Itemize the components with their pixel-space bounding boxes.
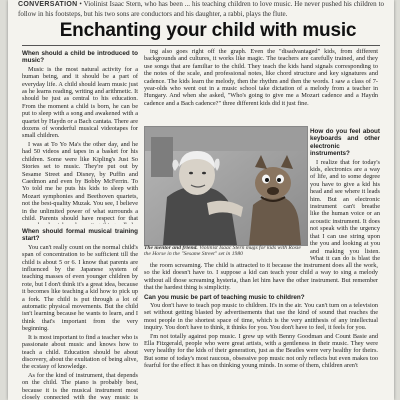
body-paragraph: You don't have to teach pop music to children. It's in the air. You can't turn on a television set without getting blasted by advertisements that use the kind of sound that reaches the most people in the shortest space of time, which is the very antithesis of any intellectual inquiry. You don't have to think, it thinks for you. You don't have to feel, it feels for you. — [144, 302, 378, 332]
body-paragraph: Music is the most natural activity for a human being, and it should be a part of everyday life. A child should learn music just as he learns reading, writing and arithmetic. It should be just as central to his education. From the moment a child is born, he can be put to sleep with a song and awakened with a quartet by Haydn or a Bach cantata. There are dozens of wonderful musical videotapes for small children. — [22, 65, 138, 140]
question-heading: When should formal musical training start? — [22, 228, 138, 243]
column-mid-top — [144, 48, 378, 124]
body-paragraph: I'm not totally against pop music. I grew up with Benny Goodman and Count Basie and Ella Fitzgerald, people who were great artists, with a gentleness in their music. They were very healthy for the kids of their generation, just as the Beatles were very healthy for theirs. But some of today's most raucous, obsessive pop music not only reflects but even makes too fearful for the effect it has on thinking young minds. In some of them, children aren't — [144, 332, 378, 370]
headline-rule — [22, 45, 380, 46]
photo-caption — [144, 245, 306, 258]
question-heading: Can you music be part of teaching music to children? — [144, 293, 305, 301]
article-photo — [144, 126, 308, 246]
column-right-mid — [310, 126, 380, 260]
caption-title: The mentor and friend. — [144, 245, 198, 251]
question-heading: When should a child be introduced to music? — [22, 50, 138, 65]
column-left-bottom — [22, 226, 138, 400]
body-paragraph: the room screaming. The child is attracted to it because the instrument does all the work, so the kid doesn't have to. I suppose a kid can teach your child a way to sing a melody without all those screaming hysteria, than let him have the other instrument. But remember that the hardest thing is simplicity. — [144, 262, 378, 292]
body-paragraph: ing also goes right off the graph. Even the "disadvantaged" kids, from different backgrounds and cultures, it works like magic. The teachers are carefully trained, and they use songs that are familiar to the child. They teach the kids hand signals corresponding to the notes of the scale, and professional notes, like chord structure and key signatures and cadence. The kids learn the melody, then the rhythm and then the words. I saw a class of 7-year-olds who went out in a music school take dictation of a melody from a teacher in Hungary. And when she asked, "Who's going to give me a Mozart cadence and a Haydn cadence and a Bach cadence?" three different kids did it just fine. — [144, 48, 378, 107]
column-left-top — [22, 48, 138, 224]
article-headline: Enchanting your child with music — [59, 20, 357, 41]
photo-image — [145, 127, 307, 245]
magazine-page — [8, 0, 394, 400]
intro-text: • Violinist Isaac Stern, who has been ... his teaching children to love music. He never pushed his children to follow in his footsteps, but his two sons are conductors and his daughter, a rabbi, plays the flute. — [18, 0, 385, 18]
caption-text: Violinist Isaac Stern mugs for kids with Rosie the Horse in the "Sesame Street" set in 1980 — [144, 245, 301, 258]
intro-paragraph — [18, 0, 384, 18]
section-label: CONVERSATION — [18, 1, 78, 8]
body-paragraph: I realize that for today's kids, electronics are a way of life, and to some degree you have to give a kid his head and see where it leads him. But an electronic instrument can't breathe like the human voice or an acoustic instrument. It does not speak with the urgency that I can use string upon the you and looking at you and making you listen. What it can do is blast the — [310, 158, 380, 260]
body-paragraph: As for the kind of instrument, that depends on the child. The piano is probably best, because it is the musical instrument most closely connected with the way music is — [22, 371, 138, 400]
body-paragraph: I was at To Yo Ma's the other day, and he had 50 videos and tapes in a basket for his children. Some were like Kipling's Just So Stories set to music. They're put out by Sesame Street and Disney, by Puffin and Caedmon and even by Bobby McFerrin. To Yo told me he puts his kids to sleep with Mozart symphonies and Beethoven quartets, not the best-quality Muzak. You see, I believe in the unlimited power of what surrounds a child. Parents should have respect for that — [22, 140, 138, 222]
body-paragraph: You can't really count on the normal child's span of concentration to be sufficient till the child is about 5 or 6. I know that parents are influenced by the Japanese system of teaching masses of even younger children by rote, but I don't think it's a great idea, because it becomes like teaching a kid how to pick up a fork. The child is put through a lot of automatic physical movements. But the child isn't learning because he wants to learn, and I think that's important from the very beginning. — [22, 243, 138, 333]
question-heading: How do you feel about keyboards and other electronic instruments? — [310, 128, 380, 158]
body-paragraph: It is most important to find a teacher who is passionate about music and knows how to teach a child. Education should be about discovery, about the exultation of being alive, the ecstasy of knowledge. — [22, 333, 138, 371]
column-bottom-right — [144, 262, 378, 400]
